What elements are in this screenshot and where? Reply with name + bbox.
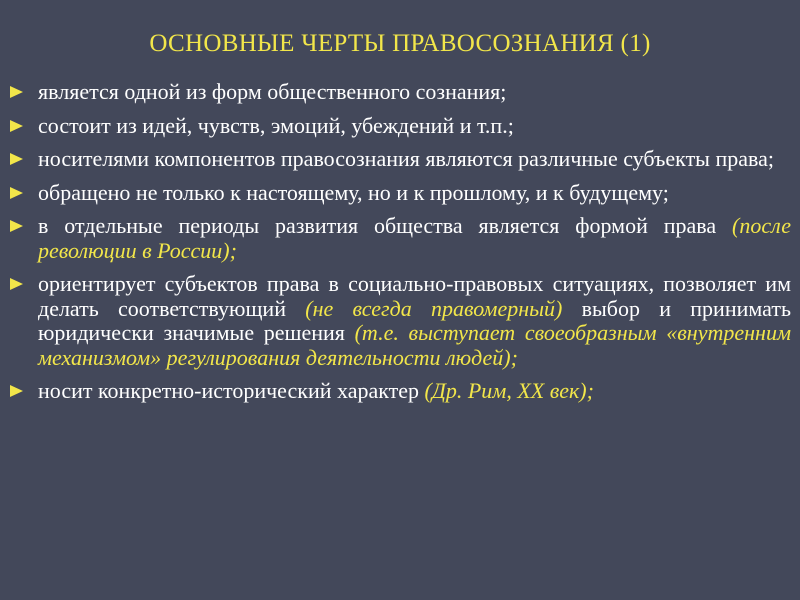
bullet-plain-text: состоит из идей, чувств, эмоций, убеждений и т.п.; [38,112,514,138]
bullet-emphasis-text: (после революции в России); [38,213,791,263]
slide-title: ОСНОВНЫЕ ЧЕРТЫ ПРАВОСОЗНАНИЯ (1) [149,30,651,57]
bullet-arrow-icon [10,278,23,290]
bullet-plain-text: ориентирует субъектов права в социально-правовых ситуациях, позволяет им делать соответствующий [38,271,791,321]
bullet-text [38,378,594,403]
bullet-plain-text: носит конкретно-исторический характер [38,378,425,403]
bullet-item [10,272,791,370]
bullet-plain-text: является одной из форм общественного сознания; [38,79,507,104]
bullet-arrow-icon [10,153,23,165]
bullet-item [10,214,791,263]
bullet-arrow-icon [10,385,23,397]
bullet-plain-text: носителями компонентов правосознания являются различные субъекты права; [38,146,774,171]
bullet-emphasis-text: (не всегда правомерный) [305,295,563,321]
bullet-text [38,146,774,171]
bullet-list [10,80,791,413]
bullet-text [38,113,514,138]
bullet-text [38,271,791,370]
bullet-arrow-icon [10,187,23,199]
bullet-arrow-icon [10,120,23,132]
bullet-text [38,79,506,104]
bullet-emphasis-text: (т.е. выступает своеобразным «внутренним механизмом» регулирования деятельности людей); [38,320,791,370]
bullet-plain-text: обращено не только к настоящему, но и к прошлому, и к будущему; [38,179,669,205]
bullet-item [10,80,791,105]
bullet-item [10,181,791,206]
bullet-arrow-icon [10,220,23,232]
bullet-emphasis-text: (Др. Рим, XX век); [424,378,594,403]
bullet-item [10,114,791,139]
bullet-plain-text: в отдельные периоды развития общества является формой права [38,213,732,238]
bullet-item [10,147,791,172]
bullet-item [10,379,791,404]
bullet-text [38,180,669,205]
bullet-text [38,213,791,263]
bullet-arrow-icon [10,86,23,98]
bullet-plain-text: выбор и принимать юридически значимые решения [38,295,791,345]
